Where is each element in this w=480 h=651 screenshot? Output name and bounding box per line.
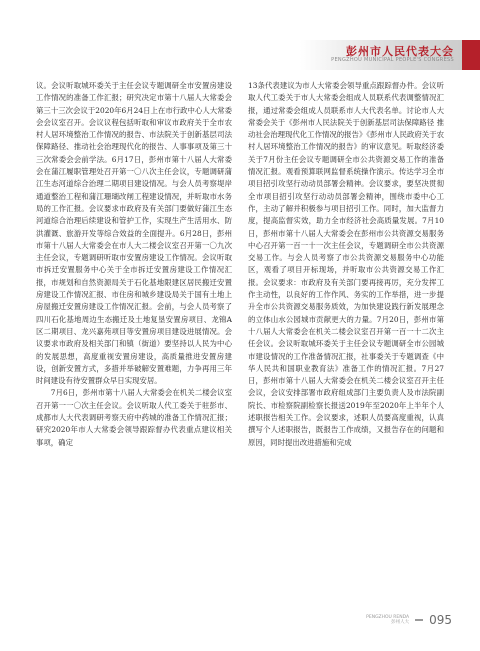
page-header (0, 40, 480, 70)
page-footer (366, 612, 452, 628)
paragraph: 7月6日，彭州市第十八届人大常委会在机关二楼会议室召开第一一〇次主任会议。会议听取人代工委关于驻彭市、成都市人大代表调研考察天府中药城的准备工作情况汇报；研究2020年市人大常委会领导跟踪督办代表重点建议相关事项，确定 (36, 388, 232, 447)
header-subtitle: PENGZHOU MUNICIPAL PEOPLE'S CONGRESS (331, 57, 454, 63)
footer-journal-line: PENGZHOU RENDA (366, 614, 410, 620)
header-title: 彭州市人民代表大会 (346, 45, 454, 58)
paragraph: 13条代表建议为市人大常委会领导重点跟踪督办件。会议听取人代工委关于市人大常委会组成人员联系代表调整情况汇报，通过常委会组成人员联系市人大代表名单。讨论市人大常委会关于《彭州市人民法院关于创新基层司法保障路径 推动社会治理现代化工作情况的报告》《彭州市人民政府关于农村人居环境整治工作情况的报告》的审议意见。听取经济委关于7月份主任会议专题调研全市公共资源交易工作的准备情况汇报。观看预算联网监督系统操作演示。传达学习全市项目招引攻坚行动动员部署会精神。会议要求，要坚决贯彻全市项目招引攻坚行动动员部署会精神，围绕市委中心工作，主动了解并积极参与项目招引工作。同时，加大监督力度，提高监督实效，助力全市经济社会高质量发展。7月10日，彭州市第十八届人大常委会在彭州市公共资源交易服务中心召开第一百一十一次主任会议，专题调研全市公共资源交易工作。与会人员考察了市公共资源交易服务中心功能区，观看了项目开标现场，并听取市公共资源交易工作汇报。会议要求：市政府及有关部门要再接再厉，充分发挥工作主动性，以良好的工作作风、务实的工作举措，进一步提升全市公共资源交易服务质效，为加快建设践行新发展理念的立体山水公园城市贡献更大的力量。7月20日，彭州市第十八届人大常委会在机关二楼会议室召开第一百一十二次主任会议。会议听取城环委关于主任会议专题调研全市公园城市建设情况的工作准备情况汇报，社事委关于专题调查《中华人民共和国职业教育法》准备工作的情况汇报。7月27日，彭州市第十八届人大常委会在机关二楼会议室召开主任会议，会议安排部署市政府组成部门主要负责人及市法院副院长、市检察院副检察长报送2019年至2020年上半年个人述职报告相关工作。会议要求，述职人员要高度重视，认真撰写个人述职报告，既报告工作成绩，又报告存在的问题和原因，同时提出改进措施和完成 (248, 81, 444, 447)
article-body (36, 80, 444, 596)
footer-divider (415, 619, 423, 621)
right-column (248, 80, 444, 596)
paragraph: 议。会议听取城环委关于主任会议专题调研全市安置房建设工作情况的准备工作汇报；研究决定市第十八届人大常委会第三十三次会议于2020年6月24日上在市行政中心人大常委会会议室召开。会议议程包括听取和审议市政府关于全市农村人居环境整治工作情况的报告、市法院关于创新基层司法保障路径、推动社会治理现代化的报告、人事事项及第三十三次常委会会前学法。6月17日，彭州市第十八届人大常委会在蒲江履职管理处召开第一〇八次主任会议，专题调研蒲江生态河道综合治理二期项目建设情况。与会人员考察堤岸通道整治工程和蒲江珊瑚改闸工程建设情况，并听取市水务局的工作汇报。会议要求市政府及有关部门要做好蒲江生态河道综合治理后续建设和管护工作，实现生产生活用水、防洪灌溉、旅游开发等综合效益的全面提升。6月28日，彭州市第十八届人大常委会在市人大二楼会议室召开第一〇九次主任会议，专题调研听取市安置房建设工作情况。会议听取市拆迁安置服务中心关于全市拆迁安置房建设工作情况汇报，市规划和自然资源局关于石化基地限建区居民搬迁安置房建设工作情况汇报、市住房和城乡建设局关于国有土地上房屋搬迁安置房建设工作情况汇报。会前，与会人员考察了四川石化基地周边生态搬迁及土地复垦安置房项目、龙锦A区二期项目、龙兴嘉苑项目等安置房项目建设进展情况。会议要求市政府及相关部门和镇（街道）要坚持以人民为中心的发展思想，高度重视安置房建设，高质量推进安置房建设，创新安置方式，多措并举破解安置难题，力争再用三年时间建设有待安置群众早日实现安居。 (36, 81, 232, 386)
page-number: 095 (429, 613, 452, 627)
footer-journal-line: 彭州人大 (391, 620, 410, 625)
header-accent-bar (462, 40, 480, 70)
footer-journal-name (366, 615, 409, 626)
left-column (36, 80, 232, 596)
